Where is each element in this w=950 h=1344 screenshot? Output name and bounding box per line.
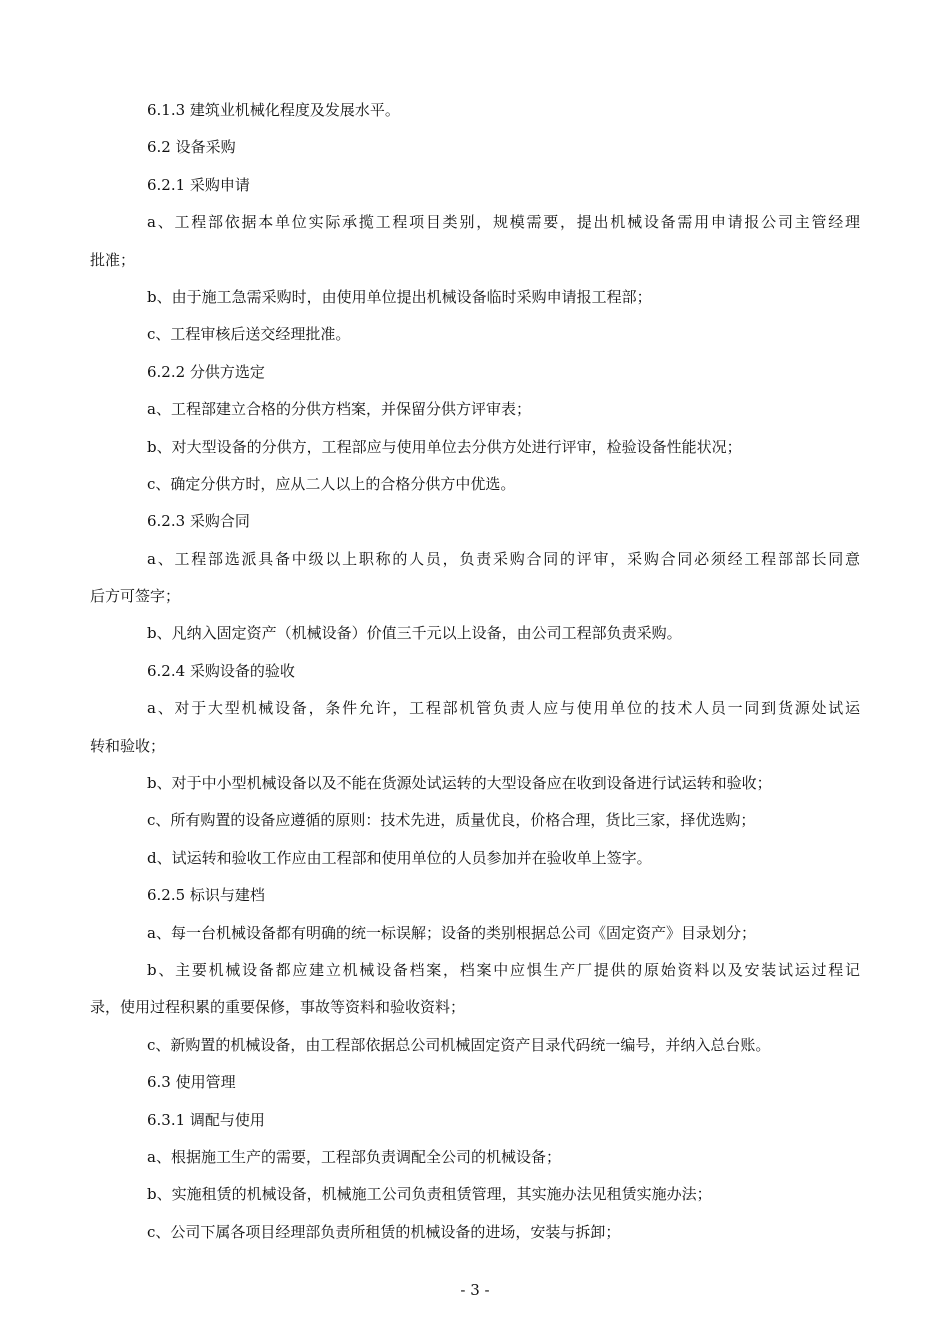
paragraph-line: b、主要机械设备都应建立机械设备档案，档案中应惧生产厂提供的原始资料以及安装试运过程记 — [147, 960, 860, 979]
document-body — [90, 92, 860, 1251]
section-heading-6-2-1: 6.2.1 采购申请 — [147, 175, 250, 194]
paragraph-line: c、所有购置的设备应遵循的原则：技术先进，质量优良，价格合理，货比三家，择优选购； — [147, 811, 756, 830]
section-heading-6-2-3: 6.2.3 采购合同 — [147, 512, 250, 531]
section-heading-6-1-3: 6.1.3 建筑业机械化程度及发展水平。 — [147, 101, 400, 119]
paragraph-line: a、对于大型机械设备，条件允许，工程部机管负责人应与使用单位的技术人员一同到货源处试运 — [147, 699, 860, 718]
paragraph-line: b、由于施工急需采购时，由使用单位提出机械设备临时采购申请报工程部； — [147, 287, 652, 306]
paragraph-line: c、确定分供方时，应从二人以上的合格分供方中优选。 — [147, 474, 516, 493]
paragraph-line: a、工程部建立合格的分供方档案，并保留分供方评审表； — [147, 400, 531, 419]
paragraph-line: c、公司下属各项目经理部负责所租赁的机械设备的进场，安装与拆卸； — [147, 1222, 621, 1241]
paragraph-line: b、凡纳入固定资产（机械设备）价值三千元以上设备，由公司工程部负责采购。 — [147, 624, 682, 643]
paragraph-line: 后方可签字； — [90, 587, 181, 606]
paragraph-line: a、工程部选派具备中级以上职称的人员，负责采购合同的评审，采购合同必须经工程部部长同意 — [147, 549, 860, 568]
paragraph-line: b、实施租赁的机械设备，机械施工公司负责租赁管理，其实施办法见租赁实施办法； — [147, 1185, 712, 1204]
section-heading-6-3-1: 6.3.1 调配与使用 — [147, 1110, 265, 1129]
paragraph-line: 批准； — [90, 250, 136, 269]
section-heading-6-2-4: 6.2.4 采购设备的验收 — [147, 661, 295, 680]
paragraph-line: a、工程部依据本单位实际承揽工程项目类别，规模需要，提出机械设备需用申请报公司主管经理 — [147, 213, 860, 232]
paragraph-line: d、试运转和验收工作应由工程部和使用单位的人员参加并在验收单上签字。 — [147, 848, 652, 867]
paragraph-line: a、根据施工生产的需要，工程部负责调配全公司的机械设备； — [147, 1147, 561, 1166]
paragraph-line: c、新购置的机械设备，由工程部依据总公司机械固定资产目录代码统一编号，并纳入总台账。 — [147, 1035, 771, 1054]
section-heading-6-2-2: 6.2.2 分供方选定 — [147, 362, 265, 381]
paragraph-line: b、对大型设备的分供方，工程部应与使用单位去分供方处进行评审，检验设备性能状况； — [147, 437, 742, 456]
paragraph-line: 录，使用过程积累的重要保修，事故等资料和验收资料； — [90, 998, 466, 1017]
page-number: - 3 - — [460, 1281, 490, 1299]
section-heading-6-3: 6.3 使用管理 — [147, 1073, 236, 1092]
paragraph-line: b、对于中小型机械设备以及不能在货源处试运转的大型设备应在收到设备进行试运转和验收； — [147, 774, 772, 793]
paragraph-line: 转和验收； — [90, 736, 166, 755]
section-heading-6-2: 6.2 设备采购 — [147, 138, 236, 157]
paragraph-line: c、工程审核后送交经理批准。 — [147, 325, 351, 344]
section-heading-6-2-5: 6.2.5 标识与建档 — [147, 886, 265, 905]
paragraph-line: a、每一台机械设备都有明确的统一标误解；设备的类别根据总公司《固定资产》目录划分； — [147, 923, 756, 942]
